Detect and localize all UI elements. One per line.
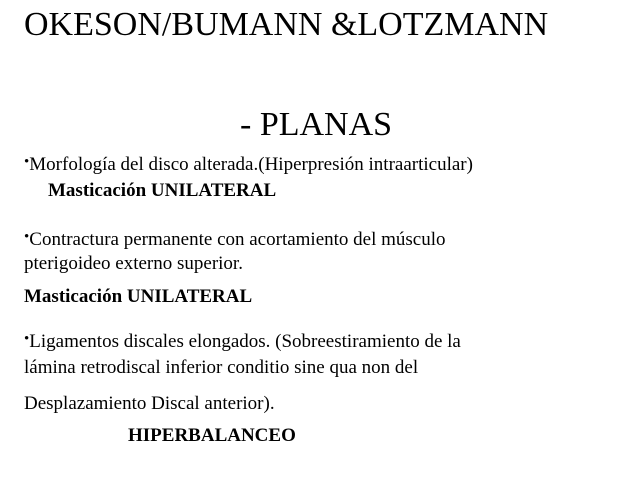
- bullet-point-2-emphasis: Masticación UNILATERAL: [24, 286, 253, 307]
- bullet-point-2: [24, 228, 446, 253]
- bullet-point-3-text-line1: Ligamentos discales elongados. (Sobreestiramiento de la: [29, 331, 461, 352]
- bullet-point-3-text-line2: lámina retrodiscal inferior conditio sine qua non del: [24, 357, 419, 378]
- bullet-point-1-text: Morfología del disco alterada.(Hiperpresión intraarticular): [29, 154, 473, 175]
- slide-subtitle: - PLANAS: [240, 106, 393, 143]
- bullet-point-3-emphasis: HIPERBALANCEO: [128, 425, 296, 446]
- bullet-point-3: [24, 330, 461, 355]
- bullet-glyph: •: [24, 154, 30, 170]
- bullet-point-1: [24, 153, 473, 178]
- bullet-point-2-text-line1: Contractura permanente con acortamiento del músculo: [29, 229, 446, 250]
- slide-title: OKESON/BUMANN &LOTZMANN: [24, 6, 549, 43]
- bullet-point-3-text-line3: Desplazamiento Discal anterior).: [24, 393, 275, 414]
- bullet-glyph: •: [24, 331, 30, 347]
- bullet-point-1-emphasis: Masticación UNILATERAL: [48, 180, 277, 201]
- bullet-point-2-text-line2: pterigoideo externo superior.: [24, 253, 243, 274]
- bullet-glyph: •: [24, 229, 30, 245]
